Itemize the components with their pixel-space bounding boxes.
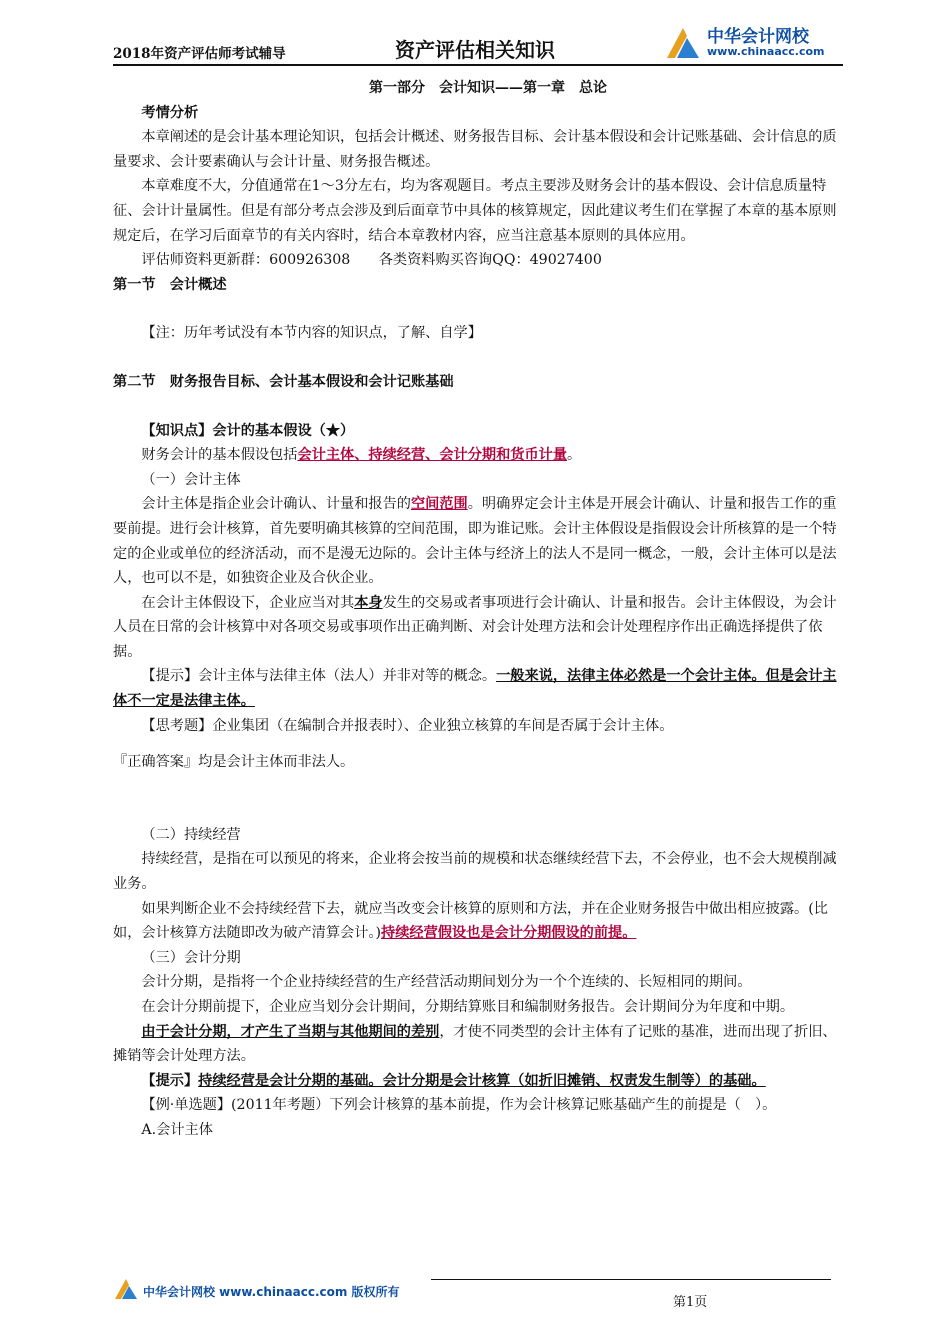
highlight: 空间范围	[410, 496, 468, 513]
highlight: 一般来说，法律主体必然是一个会计主体。但是会计主体不一定是法律主体。	[113, 668, 837, 710]
section-2-heading: 第二节 财务报告目标、会计基本假设和会计记账基础	[113, 373, 454, 390]
paragraph: 如果判断企业不会持续经营下去，就应当改变会计核算的原则和方法，并在企业财务报告中做出相应披露。(比如，会计核算方法随即改为破产清算会计。)持续经营假设也是会计分期假设的前提。	[113, 900, 828, 942]
paragraph: 在会计分期前提下，企业应当划分会计期间，分期结算账目和编制财务报告。会计期间分为年度和中期。	[141, 999, 795, 1015]
tip: 【提示】持续经营是会计分期的基础。会计分期是会计核算（如折旧摊销、权责发生制等）的基础。	[141, 1072, 766, 1089]
example-question: 【例·单选题】(2011年考题）下列会计核算的基本前提，作为会计核算记账基础产生的前提是（ ）。	[141, 1097, 777, 1114]
document-body	[113, 76, 843, 1143]
footer-divider	[431, 1279, 831, 1280]
option: A.会计主体	[141, 1121, 213, 1138]
header-subject: 资产评估相关知识	[395, 38, 555, 62]
thinking-question: 【思考题】企业集团（在编制合并报表时）、企业独立核算的车间是否属于会计主体。	[141, 717, 674, 734]
paragraph: 持续经营，是指在可以预见的将来，企业将会按当前的规模和状态继续经营下去，不会停业，也不会大规模削减业务。	[113, 851, 837, 893]
subheading: （二）持续经营	[141, 826, 241, 843]
subheading: （一）会计主体	[141, 471, 241, 488]
subheading: （三）会计分期	[141, 949, 241, 966]
page-footer	[113, 1275, 843, 1315]
paragraph: 本章难度不大，分值通常在1～3分左右，均为客观题目。考点主要涉及财务会计的基本假设、会计信息质量特征、会计计量属性。但是有部分考点会涉及到后面章节中具体的核算规定，因此建议考生们在掌握了本章的基本原则规定后，在学习后面章节的有关内容时，结合本章教材内容，应当注意基本原则的具体应用。	[113, 178, 837, 244]
page-number: 第1页	[673, 1295, 708, 1310]
section-1-heading: 第一节 会计概述	[113, 276, 227, 293]
contact-info: 评估师资料更新群：600926308 各类资料购买咨询QQ：49027400	[141, 252, 602, 269]
tip: 【提示】会计主体与法律主体（法人）并非对等的概念。一般来说，法律主体必然是一个会计主体。但是会计主体不一定是法律主体。	[113, 668, 837, 710]
paragraph: 在会计主体假设下，企业应当对其本身发生的交易或者事项进行会计确认、计量和报告。会计主体假设，为会计人员在日常的会计核算中对各项交易或事项作出正确判断、对会计处理方法和会计处理程序作出正确选择提供了依据。	[113, 594, 837, 660]
footer-logo-icon	[113, 1277, 139, 1301]
paragraph: 本章阐述的是会计基本理论知识，包括会计概述、财务报告目标、会计基本假设和会计记账基础、会计信息的质量要求、会计要素确认与会计计量、财务报告概述。	[113, 129, 837, 170]
knowledge-point: 【知识点】会计的基本假设（★）	[141, 422, 355, 439]
logo-icon	[663, 24, 703, 60]
answer: 『正确答案』均是会计主体而非法人。	[113, 754, 355, 771]
note: 【注：历年考试没有本节内容的知识点，了解、自学】	[141, 325, 482, 342]
logo-url: www.chinaacc.com	[707, 45, 825, 58]
highlight: 本身	[354, 594, 383, 611]
header-course: 2018年资产评估师考试辅导	[113, 46, 286, 62]
exam-analysis-heading: 考情分析	[141, 104, 199, 121]
chapter-title: 第一部分 会计知识——第一章 总论	[369, 80, 607, 96]
logo	[663, 22, 843, 62]
highlight: 会计主体、持续经营、会计分期和货币计量	[297, 447, 568, 464]
footer-copyright: 中华会计网校 www.chinaacc.com 版权所有	[143, 1285, 400, 1299]
paragraph: 会计主体是指企业会计确认、计量和报告的空间范围。明确界定会计主体是开展会计确认、计量和报告工作的重要前提。进行会计核算，首先要明确其核算的空间范围，即为谁记账。会计主体假设是指假设会计所核算的是一个特定的企业或单位的经济活动，而不是漫无边际的。会计主体与经济上的法人不是同一概念，一般，会计主体可以是法人，也可以不是，如独资企业及合伙企业。	[113, 496, 837, 587]
logo-name: 中华会计网校	[707, 27, 809, 47]
paragraph: 财务会计的基本假设包括会计主体、持续经营、会计分期和货币计量。	[141, 447, 582, 464]
paragraph: 会计分期，是指将一个企业持续经营的生产经营活动期间划分为一个个连续的、长短相同的期间。	[141, 974, 752, 991]
header-divider	[113, 64, 843, 66]
highlight: 由于会计分期，才产生了当期与其他期间的差别	[141, 1023, 440, 1040]
highlight: 持续经营是会计分期的基础。会计分期是会计核算（如折旧摊销、权责发生制等）的基础。	[198, 1072, 766, 1089]
paragraph: 由于会计分期，才产生了当期与其他期间的差别，才使不同类型的会计主体有了记账的基准，进而出现了折旧、摊销等会计处理方法。	[113, 1023, 837, 1065]
page-header	[113, 22, 843, 68]
highlight: 持续经营假设也是会计分期假设的前提。	[381, 925, 637, 942]
